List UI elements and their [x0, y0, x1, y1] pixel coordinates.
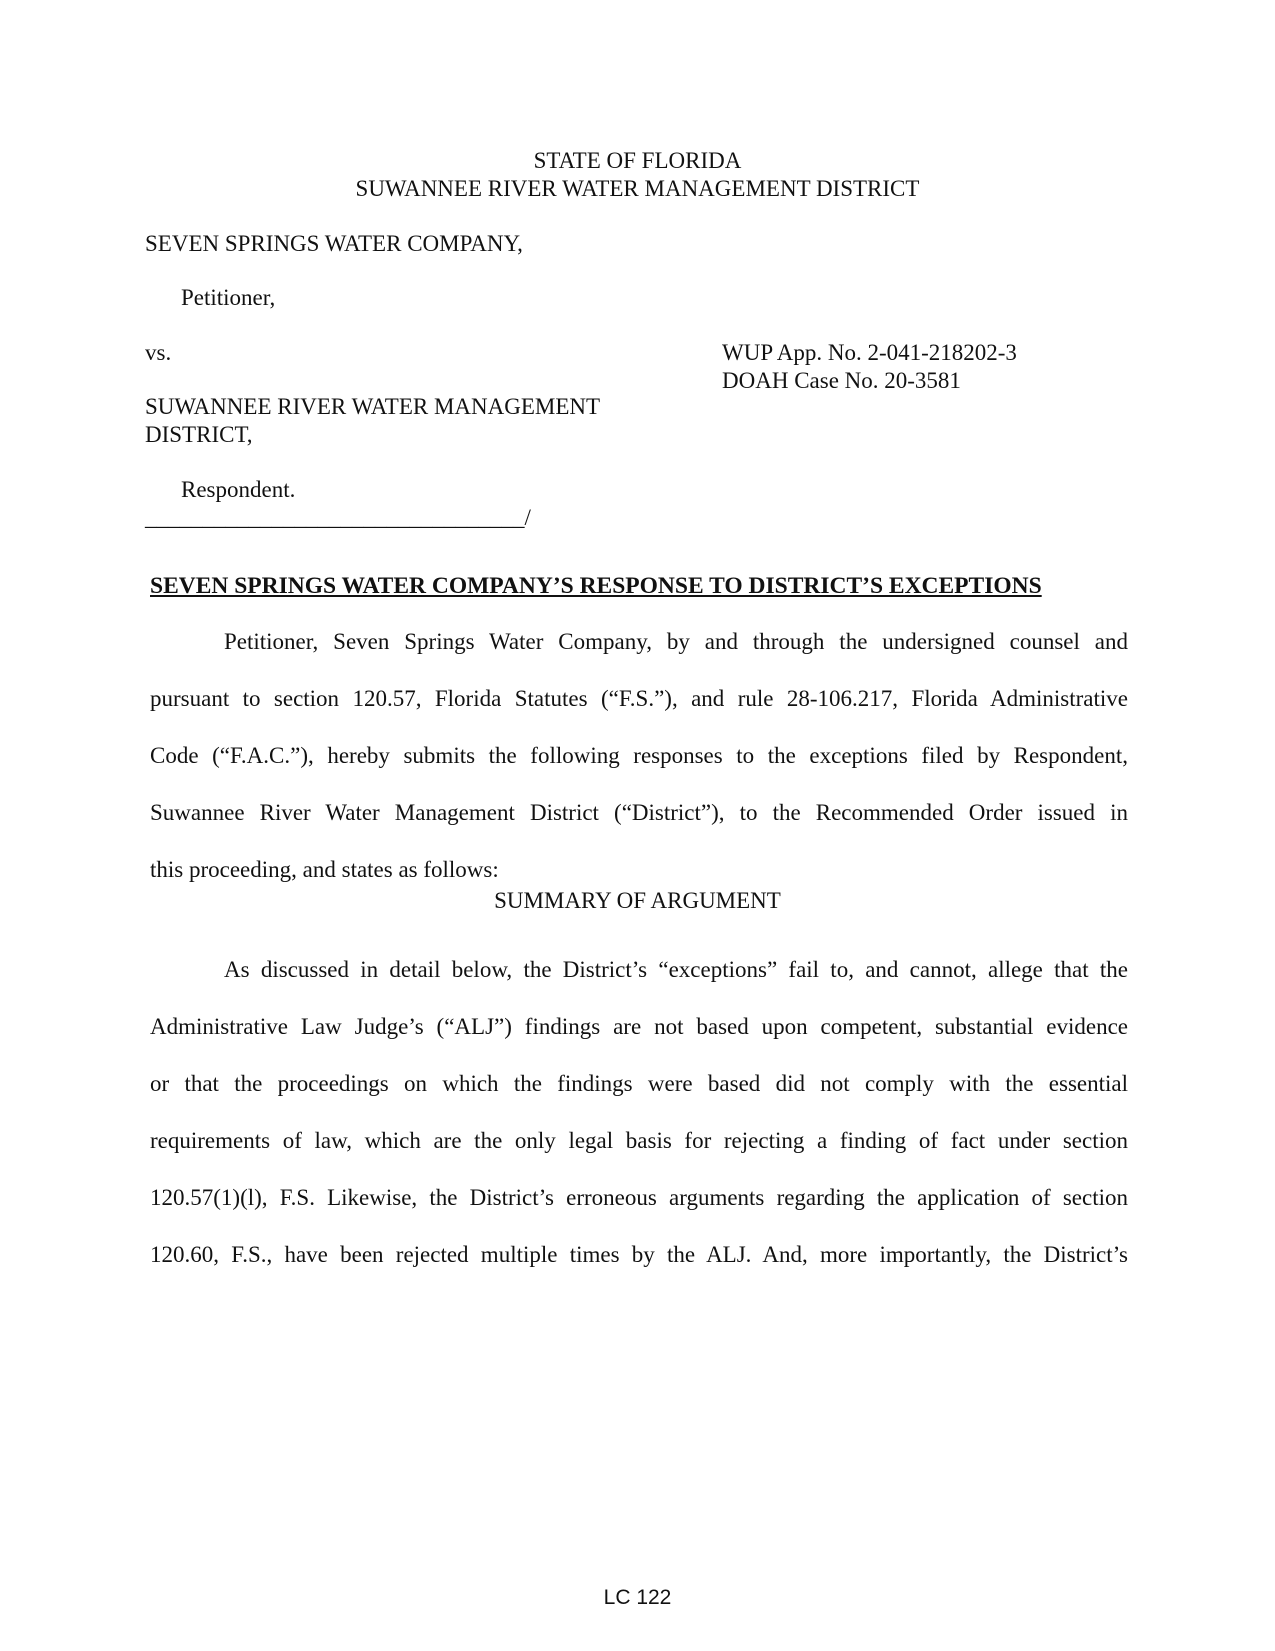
wup-app-number: WUP App. No. 2-041-218202-3	[722, 340, 1017, 365]
summary-line-3: or that the proceedings on which the findings were based did not comply with the essential	[150, 1071, 1128, 1096]
intro-line-5: this proceeding, and states as follows:	[150, 857, 499, 882]
page-label: LC 122	[603, 1586, 672, 1609]
petitioner-role: Petitioner,	[181, 285, 276, 310]
header-agency: SUWANNEE RIVER WATER MANAGEMENT DISTRICT	[355, 176, 920, 201]
intro-paragraph	[150, 613, 1128, 898]
intro-line-1: Petitioner, Seven Springs Water Company, by and through the undersigned counsel and	[224, 629, 1128, 654]
respondent-role: Respondent.	[181, 477, 296, 502]
intro-line-2: pursuant to section 120.57, Florida Statutes (“F.S.”), and rule 28-106.217, Florida Administrative	[150, 686, 1128, 711]
intro-line-3: Code (“F.A.C.”), hereby submits the following responses to the exceptions filed by Respondent,	[150, 743, 1128, 768]
summary-line-5: 120.57(1)(l), F.S. Likewise, the District’s erroneous arguments regarding the application of section	[150, 1185, 1128, 1210]
section-heading: SUMMARY OF ARGUMENT	[494, 888, 781, 913]
document-title: SEVEN SPRINGS WATER COMPANY’S RESPONSE TO DISTRICT’S EXCEPTIONS	[150, 573, 1042, 599]
petitioner-name: SEVEN SPRINGS WATER COMPANY,	[145, 231, 523, 256]
respondent-name-line1: SUWANNEE RIVER WATER MANAGEMENT	[145, 394, 601, 419]
respondent-name-line2: DISTRICT,	[145, 422, 253, 447]
header-state: STATE OF FLORIDA	[533, 148, 742, 173]
signature-rule: _________________________________/	[145, 505, 531, 530]
summary-line-1: As discussed in detail below, the District’s “exceptions” fail to, and cannot, allege that the	[224, 957, 1128, 982]
summary-line-4: requirements of law, which are the only legal basis for rejecting a finding of fact under section	[150, 1128, 1128, 1153]
summary-line-2: Administrative Law Judge’s (“ALJ”) findings are not based upon competent, substantial evidence	[150, 1014, 1128, 1039]
doah-case-number: DOAH Case No. 20-3581	[722, 368, 961, 393]
summary-line-6: 120.60, F.S., have been rejected multiple times by the ALJ. And, more importantly, the District’s	[150, 1242, 1128, 1267]
versus-label: vs.	[145, 340, 172, 365]
intro-line-4: Suwannee River Water Management District (“District”), to the Recommended Order issued in	[150, 800, 1128, 825]
summary-paragraph	[150, 941, 1128, 1283]
